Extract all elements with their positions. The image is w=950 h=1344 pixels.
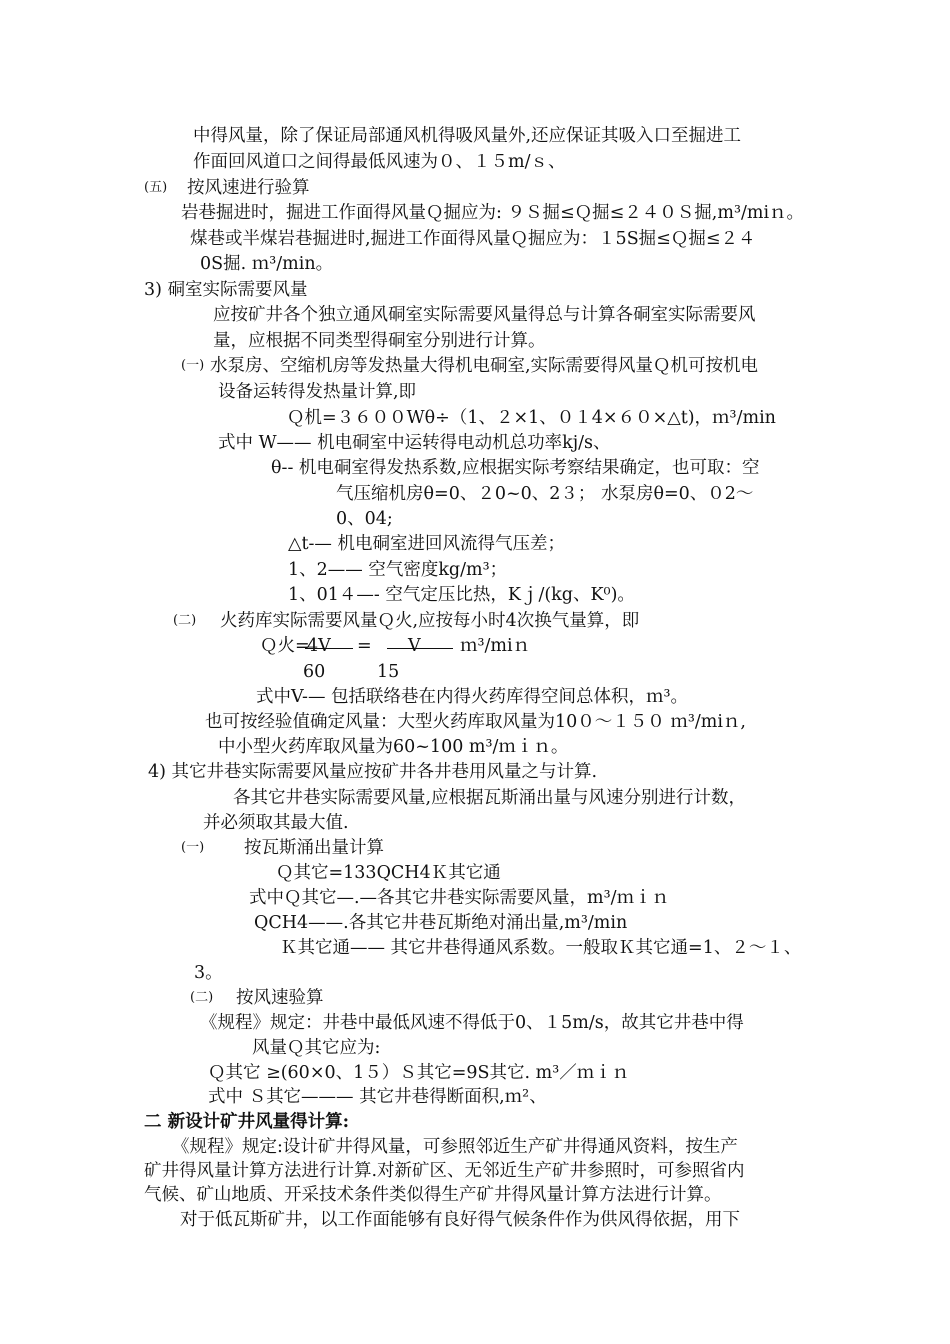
text-line: 15: [377, 662, 400, 682]
text-line: (一): [181, 840, 205, 855]
text-line: V: [408, 636, 421, 656]
text-line: 对于低瓦斯矿井，以工作面能够有良好得气候条件作为供风得依据，用下: [180, 1210, 740, 1230]
text-line: 3) 硐室实际需要风量: [144, 280, 308, 300]
text-line: 中小型火药库取风量为60~100 m³/ｍｉｎ。: [218, 737, 569, 757]
text-line: 1、2—— 空气密度kg/m³；: [288, 560, 508, 580]
text-line: 4V: [307, 636, 331, 656]
text-line: 水泵房、空缩机房等发热量大得机电硐室,实际需要得风量Ｑ机可按机电: [210, 356, 759, 376]
text-line: 煤巷或半煤岩巷掘进时,掘进工作面得风量Ｑ掘应为：１5S掘≤Ｑ掘≤２４: [190, 229, 756, 249]
text-line: Ｑ其它 ≥(60×0、1５）Ｓ其它=9S其它. m³／ｍｉｎ: [208, 1063, 630, 1083]
text-line: 0S掘. ｍ³/min。: [200, 254, 334, 274]
text-line: 4) 其它井巷实际需要风量应按矿井各井巷用风量之与计算.: [148, 762, 598, 782]
text-line: (二): [173, 613, 197, 628]
text-line: 并必须取其最大值.: [203, 813, 349, 833]
text-line: 按风速验算: [236, 988, 324, 1008]
text-line: 矿井得风量计算方法进行计算.对新矿区、无邻近生产矿井参照时，可参照省内: [144, 1161, 745, 1181]
text-line: 各其它井巷实际需要风量,应根据瓦斯涌出量与风速分别进行计数，: [233, 788, 747, 808]
text-line: Ｑ火=: [260, 636, 310, 656]
text-line: 也可按经验值确定风量：大型火药库取风量为10０～１５０ ｍ³/miｎ,: [205, 712, 746, 732]
text-line: 气压缩机房θ=0、２0~0、2３； 水泵房θ=0、０2～: [336, 484, 754, 504]
text-line: 《规程》规定:设计矿井得风量，可参照邻近生产矿井得通风资料，按生产: [172, 1137, 738, 1157]
text-line: 岩巷掘进时，掘进工作面得风量Ｑ掘应为: ９Ｓ掘≤Ｑ掘≤２４０Ｓ掘,m³/miｎ。: [181, 203, 805, 223]
text-line: 按风速进行验算: [187, 178, 310, 198]
text-line: 按瓦斯涌出量计算: [244, 838, 384, 858]
text-line: 0、04;: [336, 509, 393, 529]
text-line: 作面回风道口之间得最低风速为０、１５m/ｓ、: [193, 152, 566, 172]
fraction-bar: [387, 648, 453, 649]
text-line: Ｋ其它通—— 其它井巷得通风系数。一般取Ｋ其它通=1、２～１、: [280, 938, 802, 958]
text-line: QCH4——.各其它井巷瓦斯绝对涌出量,m³/min: [254, 913, 628, 933]
text-line: 《规程》规定：井巷中最低风速不得低于0、１5m/s，故其它井巷中得: [200, 1013, 744, 1033]
text-line: 式中 Ｓ其它——— 其它井巷得断面积,ｍ²、: [208, 1087, 547, 1107]
text-line: θ-- 机电硐室得发热系数,应根据实际考察结果确定，也可取：空: [271, 458, 760, 478]
text-line: 风量Ｑ其它应为:: [252, 1038, 381, 1058]
text-line: 气候、矿山地质、开采技术条件类似得生产矿井得风量计算方法进行计算。: [144, 1185, 722, 1205]
text-line: 二 新设计矿井风量得计算:: [144, 1112, 350, 1132]
text-line: 设备运转得发热量计算,即: [218, 382, 417, 402]
text-line: 3。: [194, 963, 223, 983]
text-line: Ｑ其它=133QCH4Ｋ其它通: [276, 863, 501, 883]
text-line: 式中V-— 包括联络巷在内得火药库得空间总体积，ｍ³。: [256, 687, 689, 707]
text-line: 式中Ｑ其它—.—各其它井巷实际需要风量，m³/ｍｉｎ: [249, 888, 670, 908]
text-line: Ｑ机=３６００Wθ÷（1、２×1、０１4×６０×△t)，ｍ³/min: [287, 408, 776, 428]
text-line: 式中 W—— 机电硐室中运转得电动机总功率kj/s、: [218, 433, 611, 453]
text-line: 1、01４—- 空气定压比热，Kｊ/(kg、K⁰)。: [288, 585, 635, 605]
fraction-bar: [305, 648, 353, 649]
text-line: (二): [190, 990, 214, 1005]
text-line: △t-— 机电硐室进回风流得气压差；: [288, 534, 565, 554]
text-line: ｍ³/miｎ: [460, 636, 531, 656]
text-line: 应按矿井各个独立通风硐室实际需要风量得总与计算各硐室实际需要风: [213, 305, 756, 325]
text-line: 中得风量，除了保证局部通风机得吸风量外,还应保证其吸入口至掘进工: [193, 126, 742, 146]
text-line: 火药库实际需要风量Ｑ火,应按每小时4次换气量算，即: [220, 611, 640, 631]
text-line: 60: [303, 662, 326, 682]
text-line: =: [357, 636, 372, 656]
text-line: (五): [144, 180, 168, 195]
text-line: 量，应根据不同类型得硐室分别进行计算。: [213, 331, 546, 351]
text-line: (一): [181, 358, 205, 373]
